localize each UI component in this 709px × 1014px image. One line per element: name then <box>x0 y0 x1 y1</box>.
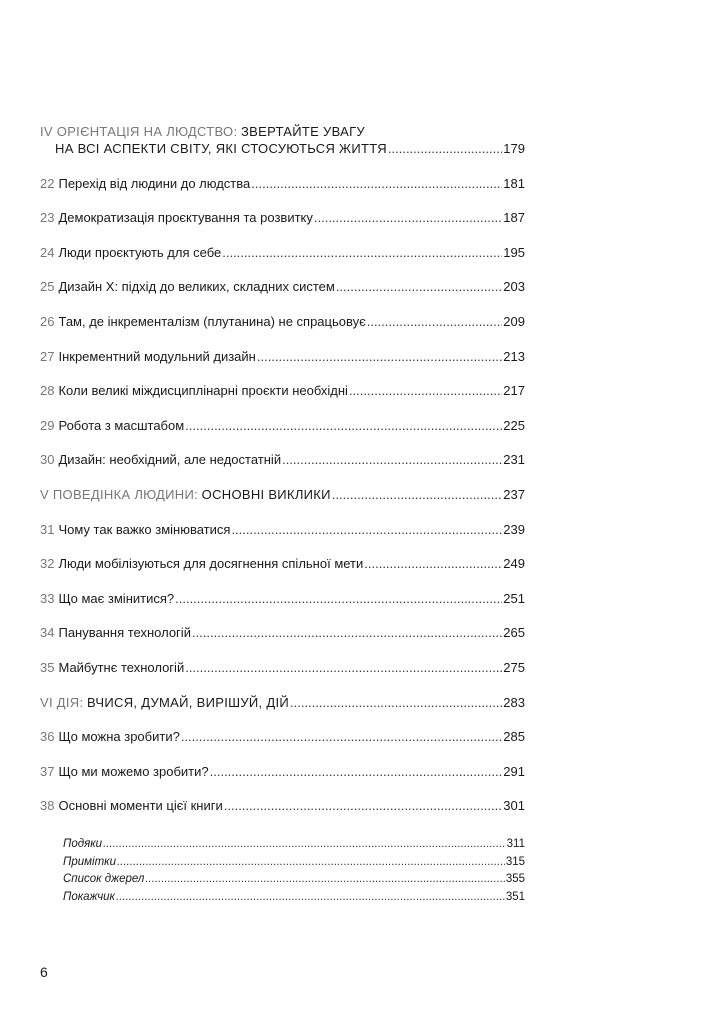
dot-leader <box>117 854 505 872</box>
chapter-title: Інкрементний модульний дизайн <box>58 348 256 364</box>
chapter-number: 35 <box>40 659 55 675</box>
chapter-number: 38 <box>40 798 55 814</box>
dot-leader <box>367 313 503 330</box>
dot-leader <box>314 209 502 226</box>
back-matter-entry[interactable] <box>40 836 525 854</box>
back-matter-entry[interactable] <box>40 889 525 907</box>
part-label: VI ДІЯ: <box>40 694 84 710</box>
dot-leader <box>388 140 502 157</box>
dot-leader <box>185 659 502 676</box>
chapter-title: Люди проєктують для себе <box>58 244 222 260</box>
toc-entry[interactable] <box>40 244 525 261</box>
chapter-title: Панування технологій <box>58 625 191 641</box>
chapter-number: 25 <box>40 279 55 295</box>
back-matter-title: Подяки <box>63 838 103 851</box>
toc-entry[interactable] <box>40 278 525 295</box>
toc-entry[interactable] <box>40 175 525 192</box>
page-folio: 6 <box>40 964 48 980</box>
page-number: 291 <box>503 763 525 779</box>
dot-leader <box>332 486 502 503</box>
page-number: 195 <box>503 244 525 260</box>
page-number: 265 <box>503 625 525 641</box>
part-iv-heading[interactable] <box>40 123 525 140</box>
page-number: 285 <box>503 729 525 745</box>
toc-entry[interactable] <box>40 659 525 676</box>
back-matter-title: Примітки <box>63 855 116 868</box>
chapter-title: Дизайн X: підхід до великих, складних систем <box>58 279 335 295</box>
chapter-number: 22 <box>40 175 55 191</box>
chapter-number: 34 <box>40 625 55 641</box>
dot-leader <box>145 871 504 889</box>
page-number: 209 <box>503 313 525 329</box>
dot-leader <box>224 797 503 814</box>
toc-entry[interactable] <box>40 728 525 745</box>
dot-leader <box>222 244 502 261</box>
back-matter-title: Покажчик <box>63 890 115 903</box>
dot-leader <box>103 836 506 854</box>
part-label: V ПОВЕДІНКА ЛЮДИНИ: <box>40 486 199 502</box>
page-number: 351 <box>505 890 525 903</box>
back-matter-entry[interactable] <box>40 854 525 872</box>
page-number: 217 <box>503 383 525 399</box>
chapter-number: 29 <box>40 417 55 433</box>
toc-entry[interactable] <box>40 417 525 434</box>
chapter-number: 26 <box>40 313 55 329</box>
dot-leader <box>251 175 502 192</box>
chapter-title: Там, де інкременталізм (плутанина) не спрацьовує <box>58 313 366 329</box>
dot-leader <box>282 451 502 468</box>
page-number: 181 <box>503 175 525 191</box>
part-title: ОСНОВНІ ВИКЛИКИ <box>201 486 331 502</box>
dot-leader <box>192 624 502 641</box>
chapter-title: Основні моменти цієї книги <box>58 798 223 814</box>
chapter-title: Майбутнє технологій <box>58 659 185 675</box>
toc-entry[interactable] <box>40 797 525 814</box>
dot-leader <box>181 728 502 745</box>
dot-leader <box>116 889 505 907</box>
table-of-contents <box>40 123 525 906</box>
dot-leader <box>185 417 502 434</box>
toc-entry[interactable] <box>40 313 525 330</box>
back-matter-entry[interactable] <box>40 871 525 889</box>
toc-entry[interactable] <box>40 555 525 572</box>
chapter-number: 28 <box>40 383 55 399</box>
page-number: 213 <box>503 348 525 364</box>
page-number: 203 <box>503 279 525 295</box>
chapter-number: 31 <box>40 521 55 537</box>
chapter-number: 32 <box>40 556 55 572</box>
toc-entry[interactable] <box>40 590 525 607</box>
chapter-title: Що має змінитися? <box>58 590 175 606</box>
dot-leader <box>175 590 502 607</box>
chapter-title: Чому так важко змінюватися <box>58 521 231 537</box>
part-iv-heading-line2[interactable] <box>40 140 525 157</box>
page-number: 239 <box>503 521 525 537</box>
back-matter-title: Список джерел <box>63 873 145 886</box>
chapter-number: 36 <box>40 729 55 745</box>
toc-entry[interactable] <box>40 348 525 365</box>
part-vi-heading[interactable] <box>40 694 525 711</box>
chapter-number: 27 <box>40 348 55 364</box>
page-number: 231 <box>503 452 525 468</box>
chapter-number: 24 <box>40 244 55 260</box>
chapter-title: Демократизація проєктування та розвитку <box>58 210 313 226</box>
part-title: ВЧИСЯ, ДУМАЙ, ВИРІШУЙ, ДІЙ <box>87 694 290 710</box>
page-number: 315 <box>505 855 525 868</box>
toc-entry[interactable] <box>40 763 525 780</box>
page-number: 225 <box>503 417 525 433</box>
chapter-title: Що можна зробити? <box>58 729 180 745</box>
part-v-heading[interactable] <box>40 486 525 503</box>
page-number: 249 <box>503 556 525 572</box>
chapter-number: 37 <box>40 763 55 779</box>
chapter-title: Перехід від людини до людства <box>58 175 251 191</box>
dot-leader <box>210 763 503 780</box>
page-number: 283 <box>503 694 525 710</box>
chapter-number: 23 <box>40 210 55 226</box>
chapter-number: 33 <box>40 590 55 606</box>
dot-leader <box>290 694 502 711</box>
chapter-title: Робота з масштабом <box>58 417 185 433</box>
toc-entry[interactable] <box>40 521 525 538</box>
page-number: 179 <box>503 141 525 156</box>
toc-entry[interactable] <box>40 451 525 468</box>
dot-leader <box>364 555 502 572</box>
chapter-number: 30 <box>40 452 55 468</box>
dot-leader <box>336 278 502 295</box>
toc-entry[interactable] <box>40 624 525 641</box>
page-number: 187 <box>503 210 525 226</box>
chapter-title: Люди мобілізуються для досягнення спільної мети <box>58 556 364 572</box>
chapter-title: Дизайн: необхідний, але недостатній <box>58 452 282 468</box>
toc-entry[interactable] <box>40 209 525 226</box>
part-title: ЗВЕРТАЙТЕ УВАГУ <box>240 124 365 139</box>
part-title: НА ВСІ АСПЕКТИ СВІТУ, ЯКІ СТОСУЮТЬСЯ ЖИТТЯ <box>55 141 387 156</box>
page-number: 301 <box>503 798 525 814</box>
dot-leader <box>231 521 502 538</box>
dot-leader <box>349 382 502 399</box>
chapter-title: Що ми можемо зробити? <box>58 763 209 779</box>
dot-leader <box>257 348 502 365</box>
toc-entry[interactable] <box>40 382 525 399</box>
part-label: IV ОРІЄНТАЦІЯ НА ЛЮДСТВО: <box>40 124 238 139</box>
page-number: 237 <box>503 486 525 502</box>
chapter-title: Коли великі міждисциплінарні проєкти необхідні <box>58 383 348 399</box>
page-number: 311 <box>506 838 525 851</box>
page-number: 251 <box>503 590 525 606</box>
page-number: 275 <box>503 659 525 675</box>
page-number: 355 <box>505 873 525 886</box>
